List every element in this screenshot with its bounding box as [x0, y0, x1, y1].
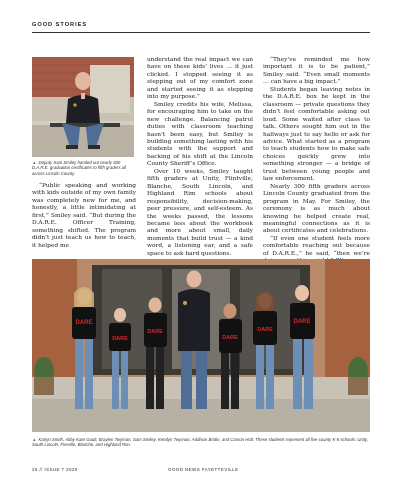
col3-paragraph-1: “They’ve reminded me how important it is to be patient,” Smiley said. “Even small moments … can have a big impact.”: [263, 57, 370, 86]
photo2-caption-text: Karlyn Smith, Abby Kate Gault, Braylen Twyman, Sam Smiley, Kendyn Twyman, Addison Bridin, and Carson Holt. These students represent all five county K-8 schools: Unity, South Lincoln, Fireville, Blanche, and Highland Rim.: [32, 437, 368, 448]
svg-text:DARE: DARE: [147, 329, 163, 335]
col3-paragraph-4-text: “If even one student feels more comfortable reaching out because of D.A.R.E.,” he said, “then we’re: [263, 235, 370, 257]
header-rule: [32, 32, 370, 33]
column-1: [32, 183, 136, 250]
col2-paragraph-3: Over 10 weeks, Smiley taught fifth graders at Unity, Flintville, Blanche, South Lincoln, and Highland Rim schools about responsibility, decision-making, peer pressure, and self-esteem. As the weeks passed, the lessons became less about the workbook and more about small, daily moments that build trust — a kind word, a listening ear, and a safe space to ask hard questions.: [147, 168, 253, 257]
col1-paragraph-1: “Public speaking and working with kids outside of my own family was completely new for me, and honestly, a little intimidating at first,” Smiley said. “But during the D.A.R.E. Officer Training, something shifted. The program didn’t just teach us how to teach, it helped me: [32, 183, 136, 249]
svg-text:DARE: DARE: [293, 319, 311, 325]
column-3: [263, 57, 370, 266]
col3-paragraph-2: Students began leaving notes in the D.A.R.E. box he kept in the classroom — private questions they didn’t feel comfortable asking out loud. Some waited after class to talk. Others sought him out in the hallways just to say hello or ask for advice. What started as a program to teach students how to make safe choices quickly grew into something stronger — a bridge of trust between young people and law enforcement.: [263, 86, 370, 183]
section-label: GOOD STORIES: [32, 22, 88, 28]
svg-text:DARE: DARE: [75, 320, 93, 326]
group-photo: [32, 259, 370, 432]
photo1-caption-text: Deputy Sam Smiley handed out nearly 300 D.A.R.E. graduation certificates to fifth graders all across Lincoln County.: [32, 160, 127, 176]
column-2: [147, 57, 253, 258]
photo1-caption: [32, 160, 136, 176]
caption-triangle-icon: ▲: [32, 160, 37, 165]
deputy-portrait-photo: [32, 57, 134, 157]
col2-paragraph-2: Smiley credits his wife, Melissa, for encouraging him to take on the new challenge. Balancing patrol duties with classroom teaching hasn’t been easy, but Smiley is building something lasting with his students with the support and backing of his shift at the Lincoln County Sheriff’s Office.: [147, 101, 253, 168]
svg-text:DARE: DARE: [257, 327, 273, 333]
col2-paragraph-1: understand the real impact we can have on these kids’ lives … it just clicked. I stopped seeing it as stepping out of my comfort zone and started seeing it as stepping into my purpose.”: [147, 57, 253, 101]
photo2-caption: [32, 437, 368, 448]
svg-text:DARE: DARE: [112, 336, 128, 342]
svg-text:DARE: DARE: [222, 335, 238, 341]
col3-paragraph-3: Nearly 300 fifth graders across Lincoln County graduated from the program in May. For Smiley, the ceremony is as much about knowing he helped create real, meaningful connections as it is about certificates and celebrations.: [263, 183, 370, 235]
footer-publication: GOOD NEWS FAYETTEVILLE: [168, 467, 239, 472]
caption-triangle-icon: ▲: [32, 437, 37, 442]
footer-page-number: 26 // ISSUE 7 2025: [32, 467, 78, 472]
